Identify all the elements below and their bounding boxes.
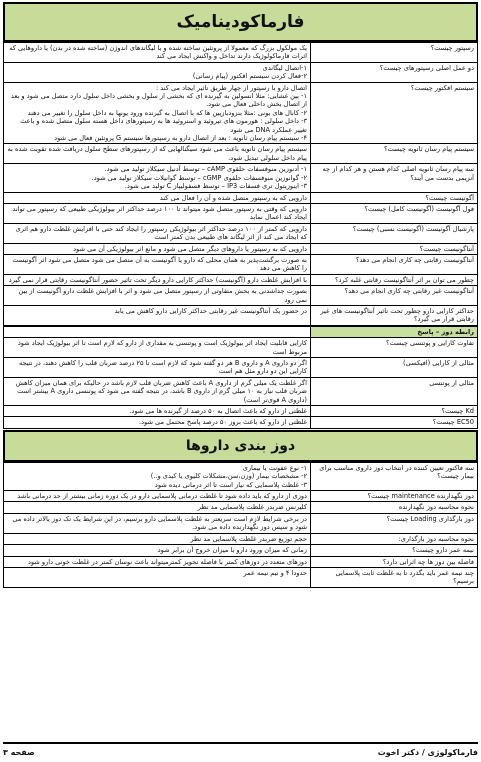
qa-row xyxy=(4,144,478,164)
qa-row xyxy=(4,556,478,567)
question-cell: دوز بارگذاری Loading چیست؟ xyxy=(311,513,478,533)
qa-row xyxy=(4,192,478,203)
answer-cell: ۱- نوع عفونت یا بیماری ۲- مشخصات بیمار (وزن،سن،مشکلات کلیوی یا کبدی و..) ۳- غلظت پلاسمایی که نیاز است تا اثر درمانی دیده شود xyxy=(4,462,311,490)
question-cell: Kd چیست؟ xyxy=(311,406,478,417)
answer-cell: در حضور یک آنتاگونیست غیر رقابتی حداکثر کارایی دارو کاهش می یابد xyxy=(4,305,311,325)
question-cell: آنتاگونیست چیست؟ xyxy=(311,243,478,254)
question-cell: سه فاکتور تعیین کننده در انتخاب دوز داروی مناسب برای بیمار چیست؟ xyxy=(311,462,478,490)
qa-row xyxy=(4,305,478,325)
question-cell: تفاوت کارایی و پوتنسی چیست؟ xyxy=(311,338,478,358)
answer-cell: اگر غلظت یک میلی گرم از داروی A باعث کاهش ضربان قلب لازم باشد در حالیکه برای همان میزان کاهش ضربان قلب نیاز به ۱۰ میلی گرم از داروی B باشد، در نتیجه گفته می شود که پوتنسی داروی A بیشتر است (داروی A قوی‌تر است) xyxy=(4,377,311,405)
qa-row xyxy=(4,491,478,502)
question-cell: آنتاگونیست رقابتی چه کاری انجام می دهد؟ xyxy=(311,254,478,274)
qa-row xyxy=(4,377,478,405)
answer-cell: دوزی از دارو که باید داده شود تا غلظت درمانی پلاسمایی دارو در یک دوره زمانی بیشتر از حد درمانی باشد xyxy=(4,491,311,502)
answer-cell: دارویی که کمتر از ۱۰۰ درصد حداکثر اثر بیولوژیکی رسپتور را ایجاد کند حتی با افزایش غلظت دارو هم اثری که ایجاد می کند از اثر لیگاند های طبیعی بدن کمتر است xyxy=(4,223,311,243)
question-cell: حداکثر کارایی دارو چطور تحت تاثیر آنتاگونیست های غیر رقابتی قرار می گیرد؟ xyxy=(311,305,478,325)
question-cell: چند نیمه عمر باید بگذرد تا به غلظت ثابت پلاسمایی برسیم؟ xyxy=(311,567,478,587)
answer-cell: بصورت جداشدنی به بخش متفاوتی از رسپتور متصل می شود و اثر با افزایش غلظت دارو آگونیست از بین نمی رود xyxy=(4,286,311,306)
answer-cell: سیستم پیام رسان ثانویه باعث می شود سیگنالهایی که از رسپتورهای سطح سلول دریافت شده تقویت شده به پیام داخل سلولی تبدیل شود. xyxy=(4,144,311,164)
question-cell: آنتاگونیست غیر رقابتی چه کاری انجام می دهد؟ xyxy=(311,286,478,306)
answer-cell: غلظتی از دارو که باعث اتصال به ۵۰ درصد از گیرنده ها می شود. xyxy=(4,406,311,417)
qa-row xyxy=(4,203,478,223)
question-cell: فول آگونیست (آگونیست کامل) چیست؟ xyxy=(311,203,478,223)
answer-cell: کلیرنس ضربدر غلظت پلاسمایی مد نظر xyxy=(4,502,311,513)
qa-row xyxy=(4,502,478,513)
question-cell: چطور می توان بر اثر آنتاگونیست رقابتی غلبه کرد؟ xyxy=(311,274,478,285)
question-cell: مثالی از پوتنسی xyxy=(311,377,478,405)
question-cell: دو عمل اصلی رسپتورهای چیست؟ xyxy=(311,62,478,82)
qa-row xyxy=(4,286,478,306)
qa-row xyxy=(4,417,478,428)
qa-row xyxy=(4,43,478,63)
question-cell: رسپتور چیست؟ xyxy=(311,43,478,63)
question-cell: آگونیست چیست؟ xyxy=(311,192,478,203)
qa-row xyxy=(4,358,478,378)
qa-row xyxy=(4,567,478,587)
qa-row xyxy=(4,164,478,192)
answer-cell: ۱- آدنوزین منوفسفات حلقوی cAMP – توسط آدنیل سیکلاز تولید می شود. ۲- گوانوزین منوفسفات حلقوی cGMP – توسط گوانیلات سیکلاز تولید می شود. ۳- اینوزیتول تری فسفات IP3 – توسط فسفولیپاز C تولید می شود. xyxy=(4,164,311,192)
qa-row xyxy=(4,274,478,285)
answer-cell: حجم توزیع ضربدر غلظت پلاسمایی مد نظر xyxy=(4,533,311,544)
title-banner xyxy=(3,2,478,42)
question-cell: فاصله بین دوز ها چه اثراتی دارد؟ xyxy=(311,556,478,567)
question-cell: نحوه محاسبه دوز نگهدارنده xyxy=(311,502,478,513)
page-title: فارماکودینامیک xyxy=(176,12,305,32)
question-cell: EC50 چیست؟ xyxy=(311,417,478,428)
answer-cell: دارویی که وقتی به رسپتور متصل شود میتواند تا ۱۰۰ درصد حداکثر اثر بیولوژیکی طبیعی که رسپتور می تواند ایجاد کند اعمال نماید xyxy=(4,203,311,223)
qa-table-2 xyxy=(3,326,478,429)
qa-row xyxy=(4,243,478,254)
answer-cell: اتصال دارو با رسپتور از چهار طریق تاثیر ایجاد می کند : ۱- بین غشایی: مثلا انسولین به گیرنده ای که بخشی از سلول و بخشی داخل سلول دارد متصل می شود و بعد از اتصال بخش داخلی فعال می شود. ۲- کانال های یونی :مثلا بنزودیازپین ها که با اتصال به گیرنده ورود یونها به داخل سلول را تغییر می دهند ۳- داخل سلولی : هورمون های تیروئید و استروئید ها به رسپتورهای داخل هسته سلول متصل شده و باعث تغییر عملکرد DNA می شود ۴- سیستم پیام رسان ثانویه : بعد از اتصال دارو به رسپتورها سیستم G پروتئین فعال می شود xyxy=(4,82,311,144)
qa-row xyxy=(4,545,478,556)
answer-cell: حدودا ۴ و نیم نیمه عمر xyxy=(4,567,311,587)
answer-cell: کارایی قابلیت ایجاد اثر بیولوژیک است و پوتنسی به مقداری از دارو که لازم است تا اثر بیولوژیک ایجاد شود مربوط است xyxy=(4,338,311,358)
qa-row xyxy=(4,462,478,490)
answer-cell: زمانی که میزان ورود دارو با میزان خروج آن برابر شود xyxy=(4,545,311,556)
qa-row xyxy=(4,533,478,544)
answer-cell: با افزایش غلظت دارو (آگونیست) حداکثر کارایی دارو دیگر تحت تاثیر حضور آنتاگونیست رقابتی قرار نمی گیرد xyxy=(4,274,311,285)
answer-cell: دارویی که به رسپتور یا داروهای دیگر متصل می شود و مانع اثر بیولوژیکی آن می شود xyxy=(4,243,311,254)
footer-course: فارماکولوژی / دکتر اخوت xyxy=(377,747,478,757)
qa-row xyxy=(4,254,478,274)
qa-row xyxy=(4,82,478,144)
section-title: دوز بندی داروها xyxy=(185,437,296,454)
answer-cell: اگر دو داروی A و داروی B هر دو گفته شود که لازم است تا ۲۵ درصد ضربان قلب را کاهش دهند، در نتیجه کارایی این دو دارو مثل هم است xyxy=(4,358,311,378)
question-cell: مثالی از کارایی (افیکسی) xyxy=(311,358,478,378)
qa-table-3 xyxy=(3,462,478,588)
section-label-row xyxy=(4,326,478,337)
footer-page-number: صفحه ۳ xyxy=(3,747,35,757)
answer-cell: دوزهای متعدد در دوزهای کمتر با فاصله تجویز کمترمیتواند باعث نوسان کمتر در غلظت خونی دارو شود xyxy=(4,556,311,567)
section-label: رابطه دوز – پاسخ xyxy=(311,326,478,337)
section-header-dosing xyxy=(3,430,478,462)
question-cell: نیمه عمر دارو چیست؟ xyxy=(311,545,478,556)
answer-cell: در برخی شرایط لازم است سریعتر به غلظت پلاسمایی دارو برسیم، در این شرایط یک تک دوز بالاتر داده می شود و سپس دوز نگهدارنده داده می شود. xyxy=(4,513,311,533)
page-footer xyxy=(3,742,478,760)
qa-row xyxy=(4,223,478,243)
qa-row xyxy=(4,62,478,82)
qa-row xyxy=(4,406,478,417)
question-cell: سیستم افکتور چیست؟ xyxy=(311,82,478,144)
qa-row xyxy=(4,338,478,358)
question-cell: سه پیام رسان ثانویه اصلی کدام هستن و هر کدام از چه آنزیمی بدست می آیند؟ xyxy=(311,164,478,192)
answer-cell: دارویی که به رسپتور متصل شده و آن را فعال می کند xyxy=(4,192,311,203)
qa-row xyxy=(4,513,478,533)
answer-cell: به صورت برگشت‌پذیر به همان محلی که دارو یا آگونیست به آن متصل می شود متصل می شود اثر آگونیست را کاهش می دهد xyxy=(4,254,311,274)
question-cell: دوز نگهدارنده maintenance چیست؟ xyxy=(311,491,478,502)
question-cell: پارشیال آگونیست (آگونیست نسبی) چیست؟ xyxy=(311,223,478,243)
qa-table-1 xyxy=(3,42,478,326)
answer-cell: یک مولکول بزرگ که معمولا از پروتئین ساخته شده و با لیگاندهای اندوژن (ساخته شده در بدن) یا داروهایی که اثرات فارماکولوژیک دارند تداخل و واکنش ایجاد می کند xyxy=(4,43,311,63)
question-cell: نحوه محاسبه دوز بارگذاری: xyxy=(311,533,478,544)
answer-cell: ۱-اتصال لیگاندی ۲-فعال کردن سیستم افکتور (پیام رسانی) xyxy=(4,62,311,82)
question-cell: سیستم پیام رسان ثانویه چیست؟ xyxy=(311,144,478,164)
answer-cell: غلظتی از دارو که باعث بروز ۵۰ درصد پاسخ محتمل می شود. xyxy=(4,417,311,428)
